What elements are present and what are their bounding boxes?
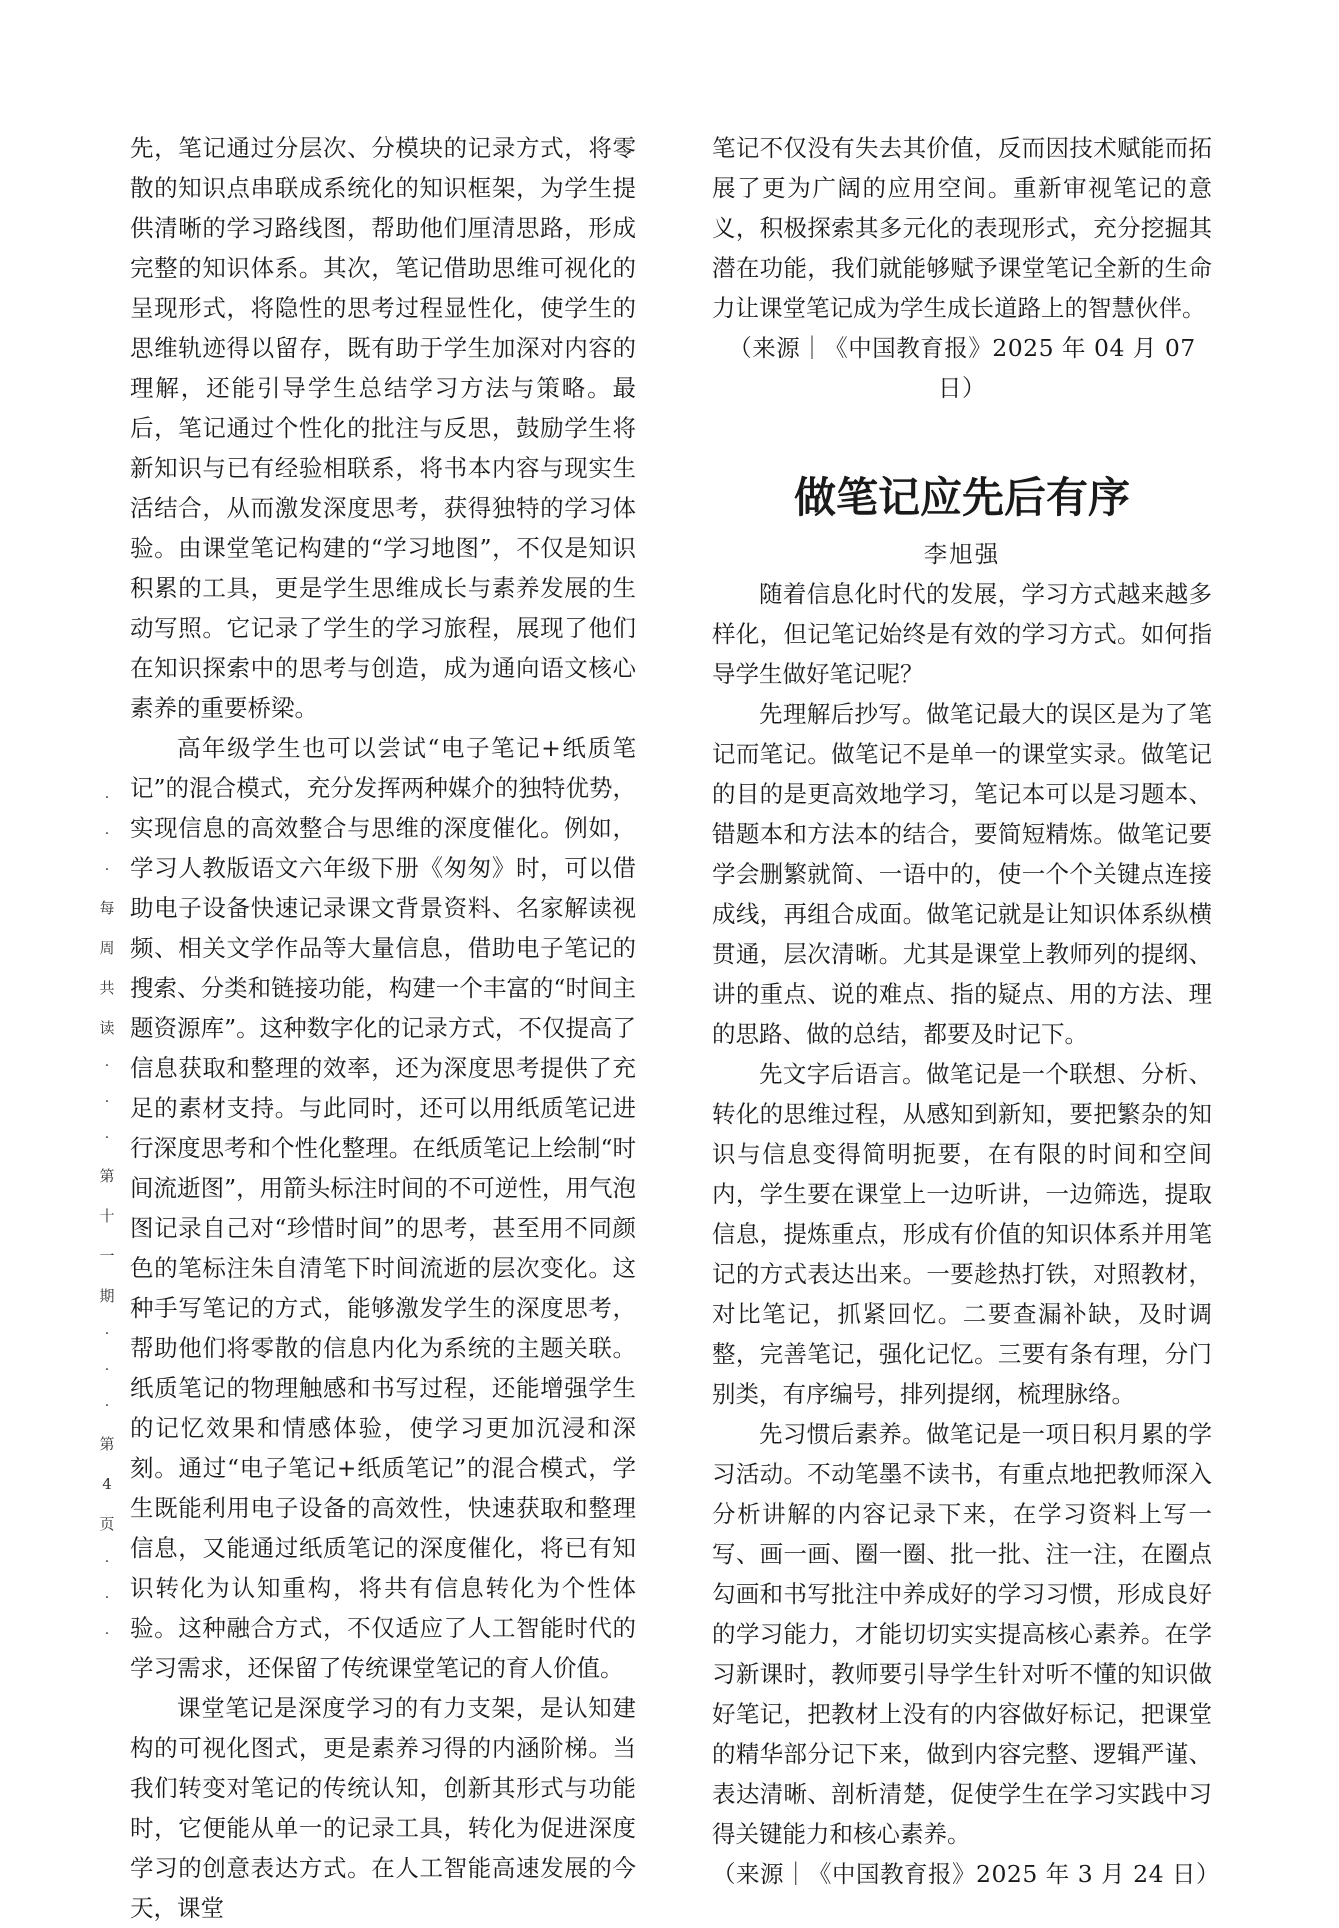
paragraph: 先，笔记通过分层次、分模块的记录方式，将零散的知识点串联成系统化的知识框架，为学生提供清晰的学习路线图，帮助他们厘清思路，形成完整的知识体系。其次，笔记借助思维可视化的呈现形式，将隐性的思考过程显性化，使学生的思维轨迹得以留存，既有助于学生加深对内容的理解，还能引导学生总结学习方法与策略。最后，笔记通过个性化的批注与反思，鼓励学生将新知识与已有经验相联系，将书本内容与现实生活结合，从而激发深度思考，获得独特的学习体验。由课堂笔记构建的“学习地图”，不仅是知识积累的工具，更是学生思维成长与素养发展的生动写照。它记录了学生的学习旅程，展现了他们在知识探索中的思考与创造，成为通向语文核心素养的重要桥梁。 — [130, 134, 636, 722]
paragraph: 随着信息化时代的发展，学习方式越来越多样化，但记笔记始终是有效的学习方式。如何指导学生做好笔记呢？ — [712, 580, 1212, 688]
margin-dot: · — [104, 1094, 110, 1110]
paragraph: 笔记不仅没有失去其价值，反而因技术赋能而拓展了更为广阔的应用空间。重新审视笔记的意义，积极探索其多元化的表现形式，充分挖掘其潜在功能，我们就能够赋予课堂笔记全新的生命力让课堂笔记成为学生成长道路上的智慧伙伴。 — [712, 134, 1212, 322]
margin-dot: · — [104, 862, 110, 878]
source-citation: （来源｜《中国教育报》2025 年 04 月 07 日） — [728, 334, 1196, 402]
margin-dot: · — [104, 826, 110, 842]
margin-char: 页 — [99, 1515, 115, 1533]
paragraph: 课堂笔记是深度学习的有力支架，是认知建构的可视化图式，更是素养习得的内涵阶梯。当我们转变对笔记的传统认知，创新其形式与功能时，它便能从单一的记录工具，转化为促进深度学习的创意表达方式。在人工智能高速发展的今天，课堂 — [130, 1694, 636, 1922]
margin-dot: · — [104, 1058, 110, 1074]
margin-char: 周 — [99, 939, 115, 957]
margin-dot: · — [104, 1554, 110, 1570]
margin-char: 一 — [99, 1247, 115, 1265]
paragraph: 先理解后抄写。做笔记最大的误区是为了笔记而笔记。做笔记不是单一的课堂实录。做笔记的目的是更高效地学习，笔记本可以是习题本、错题本和方法本的结合，要简短精炼。做笔记要学会删繁就简、一语中的，使一个个关键点连接成线，再组合成面。做笔记就是让知识体系纵横贯通，层次清晰。尤其是课堂上教师列的提纲、讲的重点、说的难点、指的疑点、用的方法、理的思路、做的总结，都要及时记下。 — [712, 700, 1212, 1048]
margin-char: 十 — [99, 1207, 115, 1225]
author-name: 李旭强 — [923, 540, 1001, 568]
margin-dot: · — [104, 790, 110, 806]
margin-char: 共 — [99, 979, 115, 997]
margin-char: 期 — [99, 1287, 115, 1305]
paragraph: 先文字后语言。做笔记是一个联想、分析、转化的思维过程，从感知到新知，要把繁杂的知识与信息变得简明扼要，在有限的时间和空间内，学生要在课堂上一边听讲，一边筛选，提取信息，提炼重点，形成有价值的知识体系并用笔记的方式表达出来。一要趁热打铁，对照教材，对比笔记，抓紧回忆。二要查漏补缺，及时调整，完善笔记，强化记忆。三要有条有理，分门别类，有序编号，排列提纲，梳理脉络。 — [712, 1060, 1212, 1408]
margin-issue-label — [92, 780, 122, 1652]
article-title: 做笔记应先后有序 — [793, 473, 1130, 522]
margin-char: 每 — [99, 899, 115, 917]
margin-dot: · — [104, 1362, 110, 1378]
source-citation: （来源｜《中国教育报》2025 年 3 月 24 日） — [712, 1860, 1221, 1888]
paragraph: 高年级学生也可以尝试“电子笔记+纸质笔记”的混合模式，充分发挥两种媒介的独特优势，实现信息的高效整合与思维的深度催化。例如，学习人教版语文六年级下册《匆匆》时，可以借助电子设备快速记录课文背景资料、名家解读视频、相关文学作品等大量信息，借助电子笔记的搜索、分类和链接功能，构建一个丰富的“时间主题资源库”。这种数字化的记录方式，不仅提高了信息获取和整理的效率，还为深度思考提供了充足的素材支持。与此同时，还可以用纸质笔记进行深度思考和个性化整理。在纸质笔记上绘制“时间流逝图”，用箭头标注时间的不可逆性，用气泡图记录自己对“珍惜时间”的思考，甚至用不同颜色的笔标注朱自清笔下时间流逝的层次变化。这种手写笔记的方式，能够激发学生的深度思考，帮助他们将零散的信息内化为系统的主题关联。纸质笔记的物理触感和书写过程，还能增强学生的记忆效果和情感体验，使学习更加沉浸和深刻。通过“电子笔记+纸质笔记”的混合模式，学生既能利用电子设备的高效性，快速获取和整理信息，又能通过纸质笔记的深度催化，将已有知识转化为认知重构，将共有信息转化为个性体验。这种融合方式，不仅适应了人工智能时代的学习需求，还保留了传统课堂笔记的育人价值。 — [130, 734, 636, 1682]
margin-dot: · — [104, 1326, 110, 1342]
margin-char: 第 — [99, 1435, 115, 1453]
margin-char: 4 — [102, 1475, 112, 1493]
margin-dot: · — [104, 1130, 110, 1146]
margin-dot: · — [104, 1590, 110, 1606]
margin-char: 第 — [99, 1167, 115, 1185]
left-column — [130, 128, 636, 1928]
margin-dot: · — [104, 1626, 110, 1642]
margin-dot: · — [104, 1398, 110, 1414]
margin-char: 读 — [99, 1019, 115, 1037]
right-column — [712, 128, 1221, 1894]
paragraph: 先习惯后素养。做笔记是一项日积月累的学习活动。不动笔墨不读书，有重点地把教师深入分析讲解的内容记录下来，在学习资料上写一写、画一画、圈一圈、批一批、注一注，在圈点勾画和书写批注中养成好的学习习惯，形成良好的学习能力，才能切切实实提高核心素养。在学习新课时，教师要引导学生针对听不懂的知识做好笔记，把教材上没有的内容做好标记，把课堂的精华部分记下来，做到内容完整、逻辑严谨、表达清晰、剖析清楚，促使学生在学习实践中习得关键能力和核心素养。 — [712, 1420, 1212, 1848]
